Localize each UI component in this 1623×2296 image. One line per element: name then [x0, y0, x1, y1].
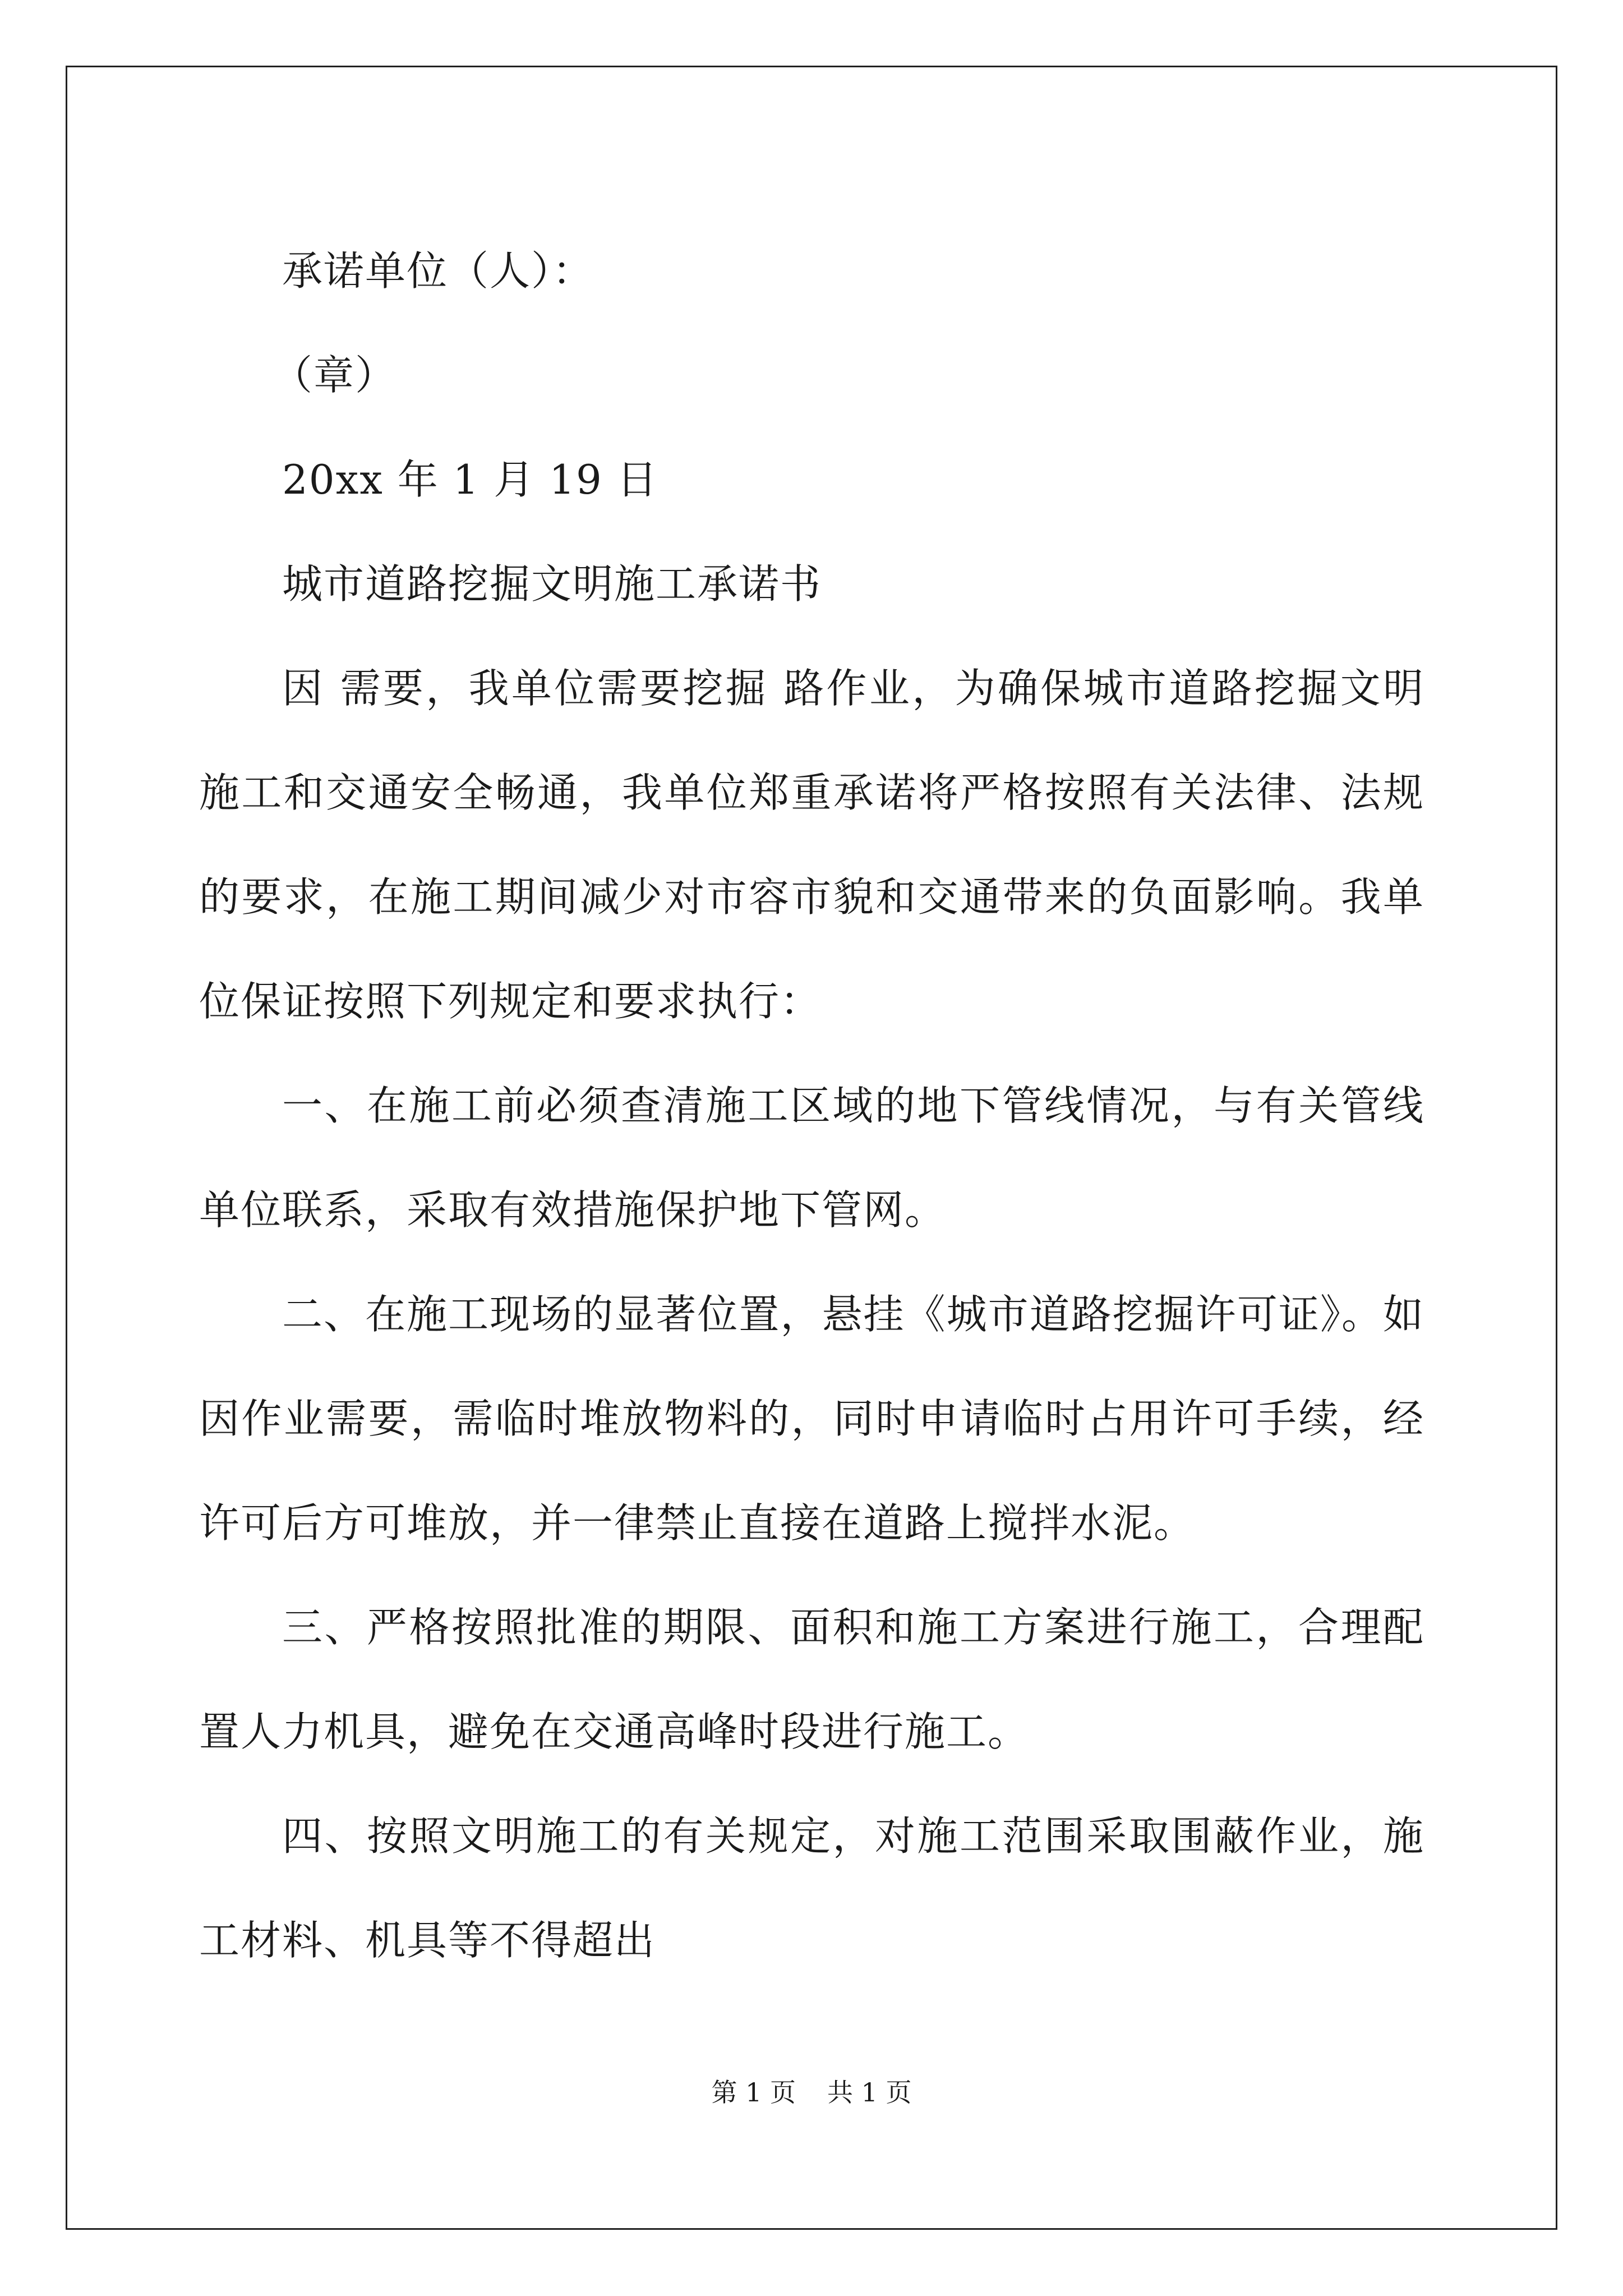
document-title: 城市道路挖掘文明施工承诺书 [282, 560, 822, 608]
document-body [199, 219, 1424, 1993]
intro-paragraph: 因 需要，我单位需要挖掘 路作业，为确保城市道路挖掘文明施工和交通安全畅通，我单位郑重承诺将严格按照有关法律、法规的要求，在施工期间减少对市容市貌和交通带来的负面影响。我单位保证按照下列规定和要求执行： [199, 665, 1424, 1025]
item-paragraph-1: 一、在施工前必须查清施工区域的地下管线情况，与有关管线单位联系，采取有效措施保护地下管网。 [199, 1082, 1424, 1234]
date-line: 20xx 年 1 月 19 日 [282, 456, 658, 503]
seal-line: （章） [272, 352, 397, 399]
item-paragraph-4: 四、按照文明施工的有关规定，对施工范围采取围蔽作业，施工材料、机具等不得超出 [199, 1812, 1424, 1964]
item-paragraph-3: 三、严格按照批准的期限、面积和施工方案进行施工，合理配置人力机具，避免在交通高峰时段进行施工。 [199, 1604, 1424, 1755]
item-paragraph-2: 二、在施工现场的显著位置，悬挂《城市道路挖掘许可证》。如因作业需要，需临时堆放物料的，同时申请临时占用许可手续，经许可后方可堆放，并一律禁止直接在道路上搅拌水泥。 [199, 1291, 1424, 1547]
promiser-line: 承诺单位（人）： [282, 247, 594, 295]
page-number-total: 共 1 页 [827, 2077, 912, 2108]
page-number-current: 第 1 页 [711, 2077, 796, 2108]
page-footer [0, 2076, 1623, 2109]
